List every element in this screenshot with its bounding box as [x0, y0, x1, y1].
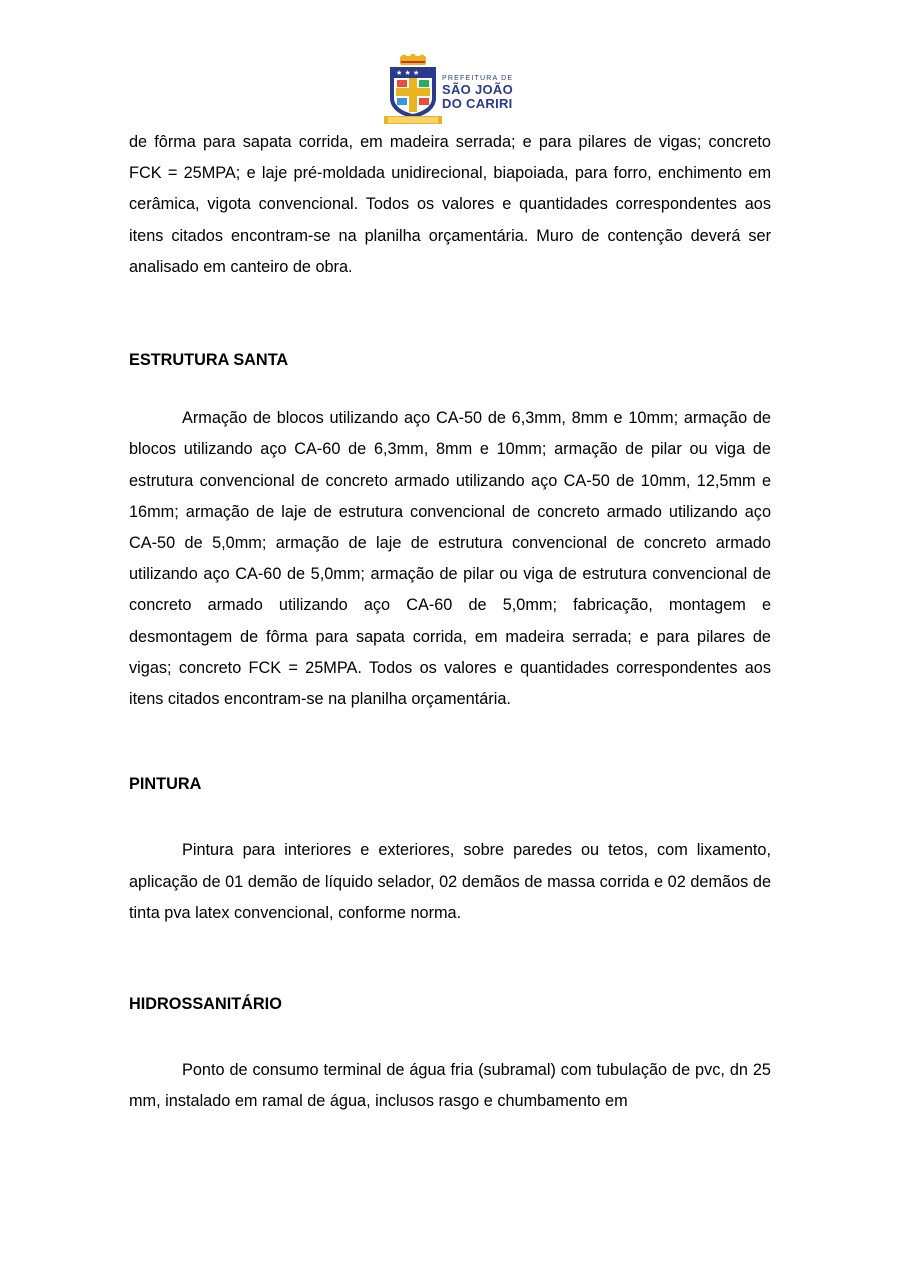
heading-hidrossanitario: HIDROSSANITÁRIO [129, 995, 282, 1014]
document-body [129, 127, 771, 1118]
heading-pintura: PINTURA [129, 775, 202, 794]
prefeitura-logo [384, 54, 524, 126]
paragraph-estrutura-santa: Armação de blocos utilizando aço CA-50 de 6,3mm, 8mm e 10mm; armação de blocos utilizando aço CA-60 de 6,3mm, 8mm e 10mm; armação de pilar ou viga de estrutura convencional de concreto armado utilizando aço CA-50 de 10mm, 12,5mm e 16mm; armação de laje de estrutura convencional de concreto armado utilizando aço CA-50 de 5,0mm; armação de laje de estrutura convencional de concreto armado utilizando aço CA-60 de 5,0mm; armação de pilar ou viga de estrutura convencional de concreto armado utilizando aço CA-60 de 5,0mm; fabricação, montagem e desmontagem de fôrma para sapata corrida, em madeira serrada; e para pilares de vigas; concreto FCK = 25MPA. Todos os valores e quantidades correspondentes aos itens citados encontram-se na planilha orçamentária. [129, 409, 771, 709]
heading-estrutura-santa: ESTRUTURA SANTA [129, 351, 289, 370]
paragraph-continued: de fôrma para sapata corrida, em madeira serrada; e para pilares de vigas; concreto FCK = 25MPA; e laje pré-moldada unidirecional, biapoiada, para forro, enchimento em cerâmica, vigota convencional. Todos os valores e quantidades correspondentes aos itens citados encontram-se na planilha orçamentária. Muro de contenção deverá ser analisado em canteiro de obra. [129, 133, 771, 276]
logo-line-3: DO CARIRI [442, 96, 513, 111]
logo-wordmark [442, 75, 513, 111]
paragraph-pintura: Pintura para interiores e exteriores, sobre paredes ou tetos, com lixamento, aplicação de 01 demão de líquido selador, 02 demãos de massa corrida e 02 demãos de tinta pva latex convencional, conforme norma. [129, 841, 771, 922]
svg-text:★ ★ ★: ★ ★ ★ [396, 69, 420, 77]
logo-line-1: PREFEITURA DE [442, 75, 514, 82]
coat-of-arms-icon [384, 54, 442, 126]
paragraph-hidrossanitario: Ponto de consumo terminal de água fria (subramal) com tubulação de pvc, dn 25 mm, instalado em ramal de água, inclusos rasgo e chumbamento em [129, 1061, 771, 1111]
logo-line-2: SÃO JOÃO [442, 82, 514, 97]
